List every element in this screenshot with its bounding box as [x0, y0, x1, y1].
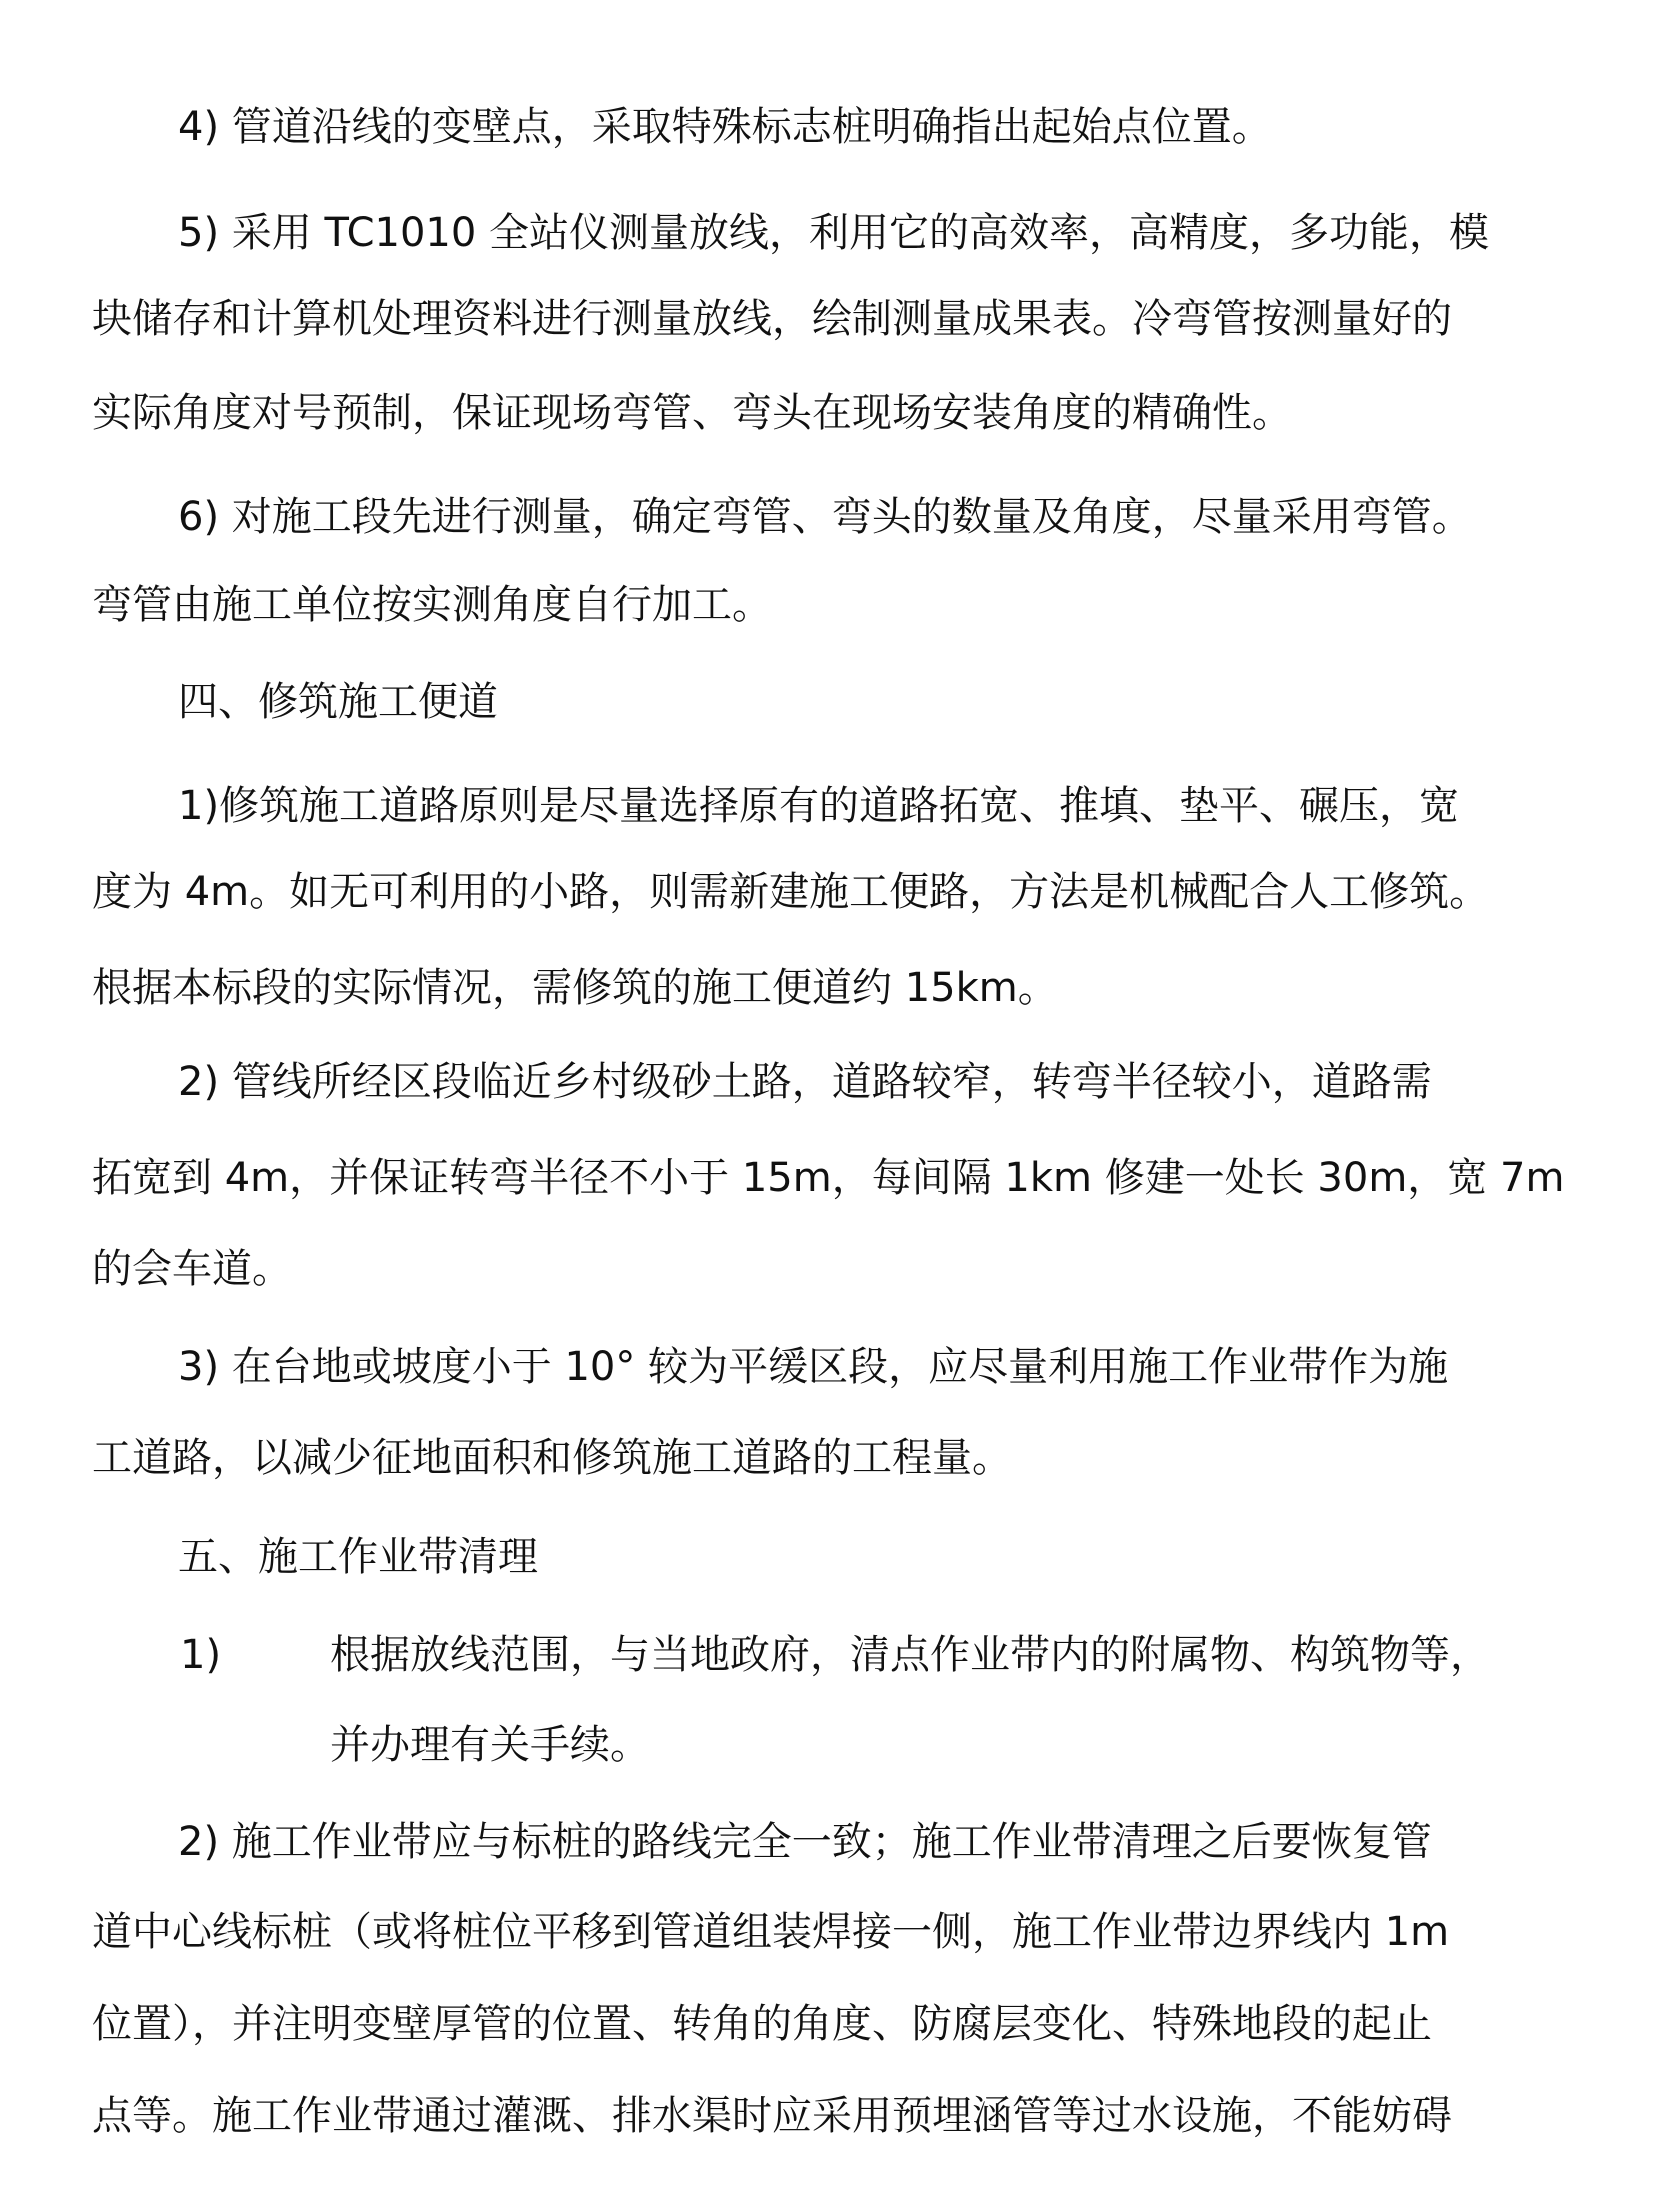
paragraph-road-3-line-2: 工道路，以减少征地面积和修筑施工道路的工程量。	[92, 1435, 1012, 1481]
paragraph-5-line-3: 实际角度对号预制，保证现场弯管、弯头在现场安装角度的精确性。	[92, 390, 1292, 436]
paragraph-clear-1-number: 1)	[180, 1632, 222, 1678]
paragraph-road-1-line-3: 根据本标段的实际情况，需修筑的施工便道约 15km。	[92, 965, 1058, 1011]
paragraph-road-1-line-2: 度为 4m。如无可利用的小路，则需新建施工便路，方法是机械配合人工修筑。	[92, 869, 1490, 915]
paragraph-clear-1-text: 根据放线范围，与当地政府，清点作业带内的附属物、构筑物等，	[330, 1632, 1490, 1678]
paragraph-5-line-2: 块储存和计算机处理资料进行测量放线，绘制测量成果表。冷弯管按测量好的	[92, 296, 1452, 342]
paragraph-clear-2-line-4: 点等。施工作业带通过灌溉、排水渠时应采用预埋涵管等过水设施，不能妨碍	[92, 2093, 1452, 2139]
section-heading-four: 四、修筑施工便道	[178, 679, 498, 725]
paragraph-clear-1-line-2: 并办理有关手续。	[330, 1722, 650, 1768]
paragraph-clear-1-line-1	[0, 1625, 1656, 1685]
paragraph-clear-2-line-1: 2) 施工作业带应与标桩的路线完全一致；施工作业带清理之后要恢复管	[178, 1819, 1432, 1865]
paragraph-road-1-line-1: 1)修筑施工道路原则是尽量选择原有的道路拓宽、推填、垫平、碾压，宽	[178, 783, 1460, 829]
paragraph-6-line-1: 6) 对施工段先进行测量，确定弯管、弯头的数量及角度，尽量采用弯管。	[178, 494, 1472, 540]
paragraph-road-2-line-2: 拓宽到 4m，并保证转弯半径不小于 15m，每间隔 1km 修建一处长 30m，宽 7m	[92, 1155, 1565, 1201]
paragraph-road-3-line-1: 3) 在台地或坡度小于 10° 较为平缓区段，应尽量利用施工作业带作为施	[178, 1344, 1449, 1390]
paragraph-6-line-2: 弯管由施工单位按实测角度自行加工。	[92, 582, 772, 628]
paragraph-5-line-1: 5) 采用 TC1010 全站仪测量放线，利用它的高效率，高精度，多功能，模	[178, 210, 1490, 256]
paragraph-4-line-1: 4) 管道沿线的变壁点，采取特殊标志桩明确指出起始点位置。	[178, 104, 1272, 150]
paragraph-road-2-line-1: 2) 管线所经区段临近乡村级砂土路，道路较窄，转弯半径较小，道路需	[178, 1059, 1432, 1105]
paragraph-clear-2-line-2: 道中心线标桩（或将桩位平移到管道组装焊接一侧，施工作业带边界线内 1m	[92, 1909, 1450, 1955]
section-heading-five: 五、施工作业带清理	[178, 1534, 538, 1580]
paragraph-clear-2-line-3: 位置），并注明变壁厚管的位置、转角的角度、防腐层变化、特殊地段的起止	[92, 2001, 1432, 2047]
paragraph-road-2-line-3: 的会车道。	[92, 1246, 292, 1292]
